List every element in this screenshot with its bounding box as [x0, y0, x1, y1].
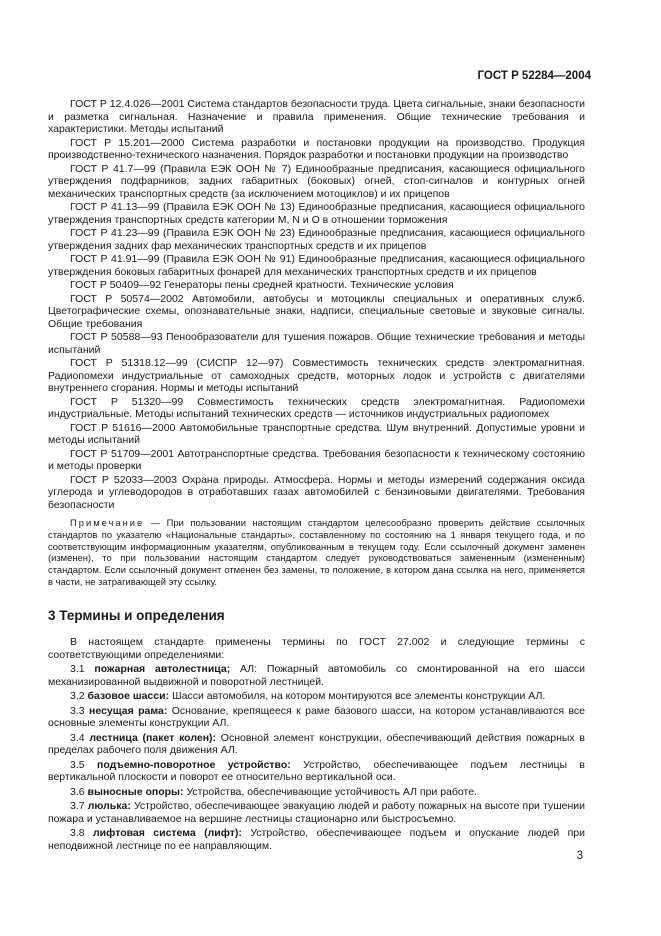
term-definition: Устройство, обеспечивающее подъем лестницы в вертикальной плоскости и поворот ее относительно вертикальной оси. [48, 758, 585, 784]
reference-item: ГОСТ Р 41.91—99 (Правила ЕЭК ООН № 91) Единообразные предписания, касающиеся официального утверждения боковых габаритных фонарей для механических транспортных средств и их прицепов [48, 253, 585, 278]
term-name: подъемно-поворотное устройство: [97, 758, 291, 771]
reference-item: ГОСТ Р 50574—2002 Автомобили, автобусы и мотоциклы специальных и оперативных служб. Цветографические схемы, опознавательные знаки, надписи, специальные световые и звуковые сигналы. Общие требования [48, 292, 585, 330]
term-number: 3.8 [70, 827, 85, 840]
term-name: несущая рама: [89, 704, 168, 717]
term-definition: Основной элемент конструкции, обеспечивающий действия пожарных в пределах рабочего поля движения АЛ. [48, 731, 585, 757]
term-name: лифтовая система (лифт): [93, 827, 242, 840]
section-title: 3 Термины и определения [48, 607, 225, 623]
reference-item: ГОСТ Р 52033—2003 Охрана природы. Атмосфера. Нормы и методы измерений содержания оксида углерода и углеводородов в отработавших газах автомобилей с бензиновыми двигателями. Требования безопасности [48, 473, 585, 511]
reference-item: ГОСТ Р 12.4.026—2001 Система стандартов безопасности труда. Цвета сигнальные, знаки безопасности и разметка сигнальная. Назначение и правила применения. Общие технические требования и характеристики. Методы испытаний [48, 98, 585, 135]
term-item [48, 705, 585, 730]
term-number: 3.4 [70, 731, 85, 744]
term-item [48, 827, 585, 852]
terms-list [48, 663, 585, 852]
reference-item: ГОСТ Р 51709—2001 Автотранспортные средства. Требования безопасности к техническому состоянию и методы проверки [48, 447, 585, 472]
reference-item: ГОСТ Р 41.13—99 (Правила ЕЭК ООН № 13) Единообразные предписания, касающиеся официального утверждения транспортных средств категории M, N и O в отношении торможения [48, 201, 585, 226]
term-number: 3.2 [70, 690, 85, 703]
note-paragraph [48, 517, 585, 588]
reference-item: ГОСТ Р 51318.12—99 (СИСПР 12—97) Совместимость технических средств электромагнитная. Радиопомехи индустриальные от самоходных средств, моторных лодок и устройств с двигателями внутреннего сгорания. Нормы и методы испытаний [48, 357, 585, 394]
term-item [48, 690, 585, 703]
reference-item: ГОСТ Р 41.7—99 (Правила ЕЭК ООН № 7) Единообразные предписания, касающиеся официального утверждения подфарников, задних габаритных (боковых) огней, стоп-сигналов и контурных огней механических транспортных средств (за исключением мотоциклов) и их прицепов [48, 162, 585, 200]
references-list [48, 98, 585, 511]
term-number: 3.1 [70, 663, 85, 676]
document-code-header: ГОСТ Р 52284—2004 [477, 70, 591, 82]
reference-item: ГОСТ Р 50409—92 Генераторы пены средней кратности. Технические условия [70, 279, 454, 291]
term-item [48, 786, 585, 799]
term-name: люлька: [87, 800, 131, 813]
reference-item: ГОСТ Р 50588—93 Пенообразователи для тушения пожаров. Общие технические требования и методы испытаний [48, 331, 585, 356]
reference-item: ГОСТ Р 51616—2000 Автомобильные транспортные средства. Шум внутренний. Допустимые уровни и методы испытаний [48, 421, 585, 446]
term-definition: Устройство, обеспечивающее подъем и опускание людей при неподвижной лестнице по ее направляющим. [48, 827, 585, 852]
reference-item: ГОСТ Р 15.201—2000 Система разработки и постановки продукции на производство. Продукция производственно-технического назначения. Порядок разработки и постановки продукции на производство [48, 136, 585, 161]
term-number: 3.7 [70, 800, 85, 813]
term-number: 3.5 [70, 758, 85, 771]
term-number: 3.6 [70, 785, 85, 798]
term-item [48, 732, 585, 757]
term-definition: Устройства, обеспечивающие устойчивость АЛ при работе. [183, 785, 477, 798]
term-item [48, 759, 585, 784]
term-name: пожарная автолестница; [94, 663, 231, 676]
note-text: — При пользовании настоящим стандартом целесообразно проверить действие ссылочных стандартов по указателю «Национальные стандарты», составленному по состоянию на 1 января текущего года, и по соответствующим информационным указателям, опубликованным в текущем году. Если ссылочный документ заменен (изменен), то при пользовании настоящим стандартом следует руководствоваться замененным (измененным) стандартом. Если ссылочный документ отменен без замены, то положение, в котором дана ссылка на него, применяется в части, не затрагивающей эту ссылку. [48, 517, 585, 587]
term-definition: Шасси автомобиля, на котором монтируются все элементы конструкции АЛ. [169, 690, 546, 703]
term-name: выносные опоры: [87, 785, 184, 798]
page-content [48, 98, 585, 854]
term-item [48, 800, 585, 825]
term-item [48, 663, 585, 688]
term-definition: Устройство, обеспечивающее эвакуацию людей и работу пожарных на высоте при тушении пожара и устанавливаемое на вершине лестницы стационарно или быстросъемно. [48, 800, 586, 825]
term-name: базовое шасси: [87, 690, 170, 703]
term-definition: АЛ: Пожарный автомобиль со смонтированной на его шасси механизированной выдвижной и поворотной лестницей. [48, 663, 585, 688]
page-number: 3 [576, 850, 583, 862]
section-intro: В настоящем стандарте применены термины по ГОСТ 27.002 и следующие термины с соответствующими определениями: [48, 636, 585, 661]
reference-item: ГОСТ Р 51320—99 Совместимость технических средств электромагнитная. Радиопомехи индустриальные. Методы испытаний технических средств — источников индустриальных радиопомех [48, 395, 585, 420]
term-name: лестница (пакет колен): [89, 731, 217, 744]
note-label: Примечание [70, 517, 145, 528]
term-number: 3.3 [70, 704, 85, 717]
term-definition: Основание, крепящееся к раме базового шасси, на котором устанавливаются все основные элементы конструкции АЛ. [48, 704, 586, 730]
reference-item: ГОСТ Р 41.23—99 (Правила ЕЭК ООН № 23) Единообразные предписания, касающиеся официального утверждения задних фар механических транспортных средств и их прицепов [48, 227, 585, 252]
